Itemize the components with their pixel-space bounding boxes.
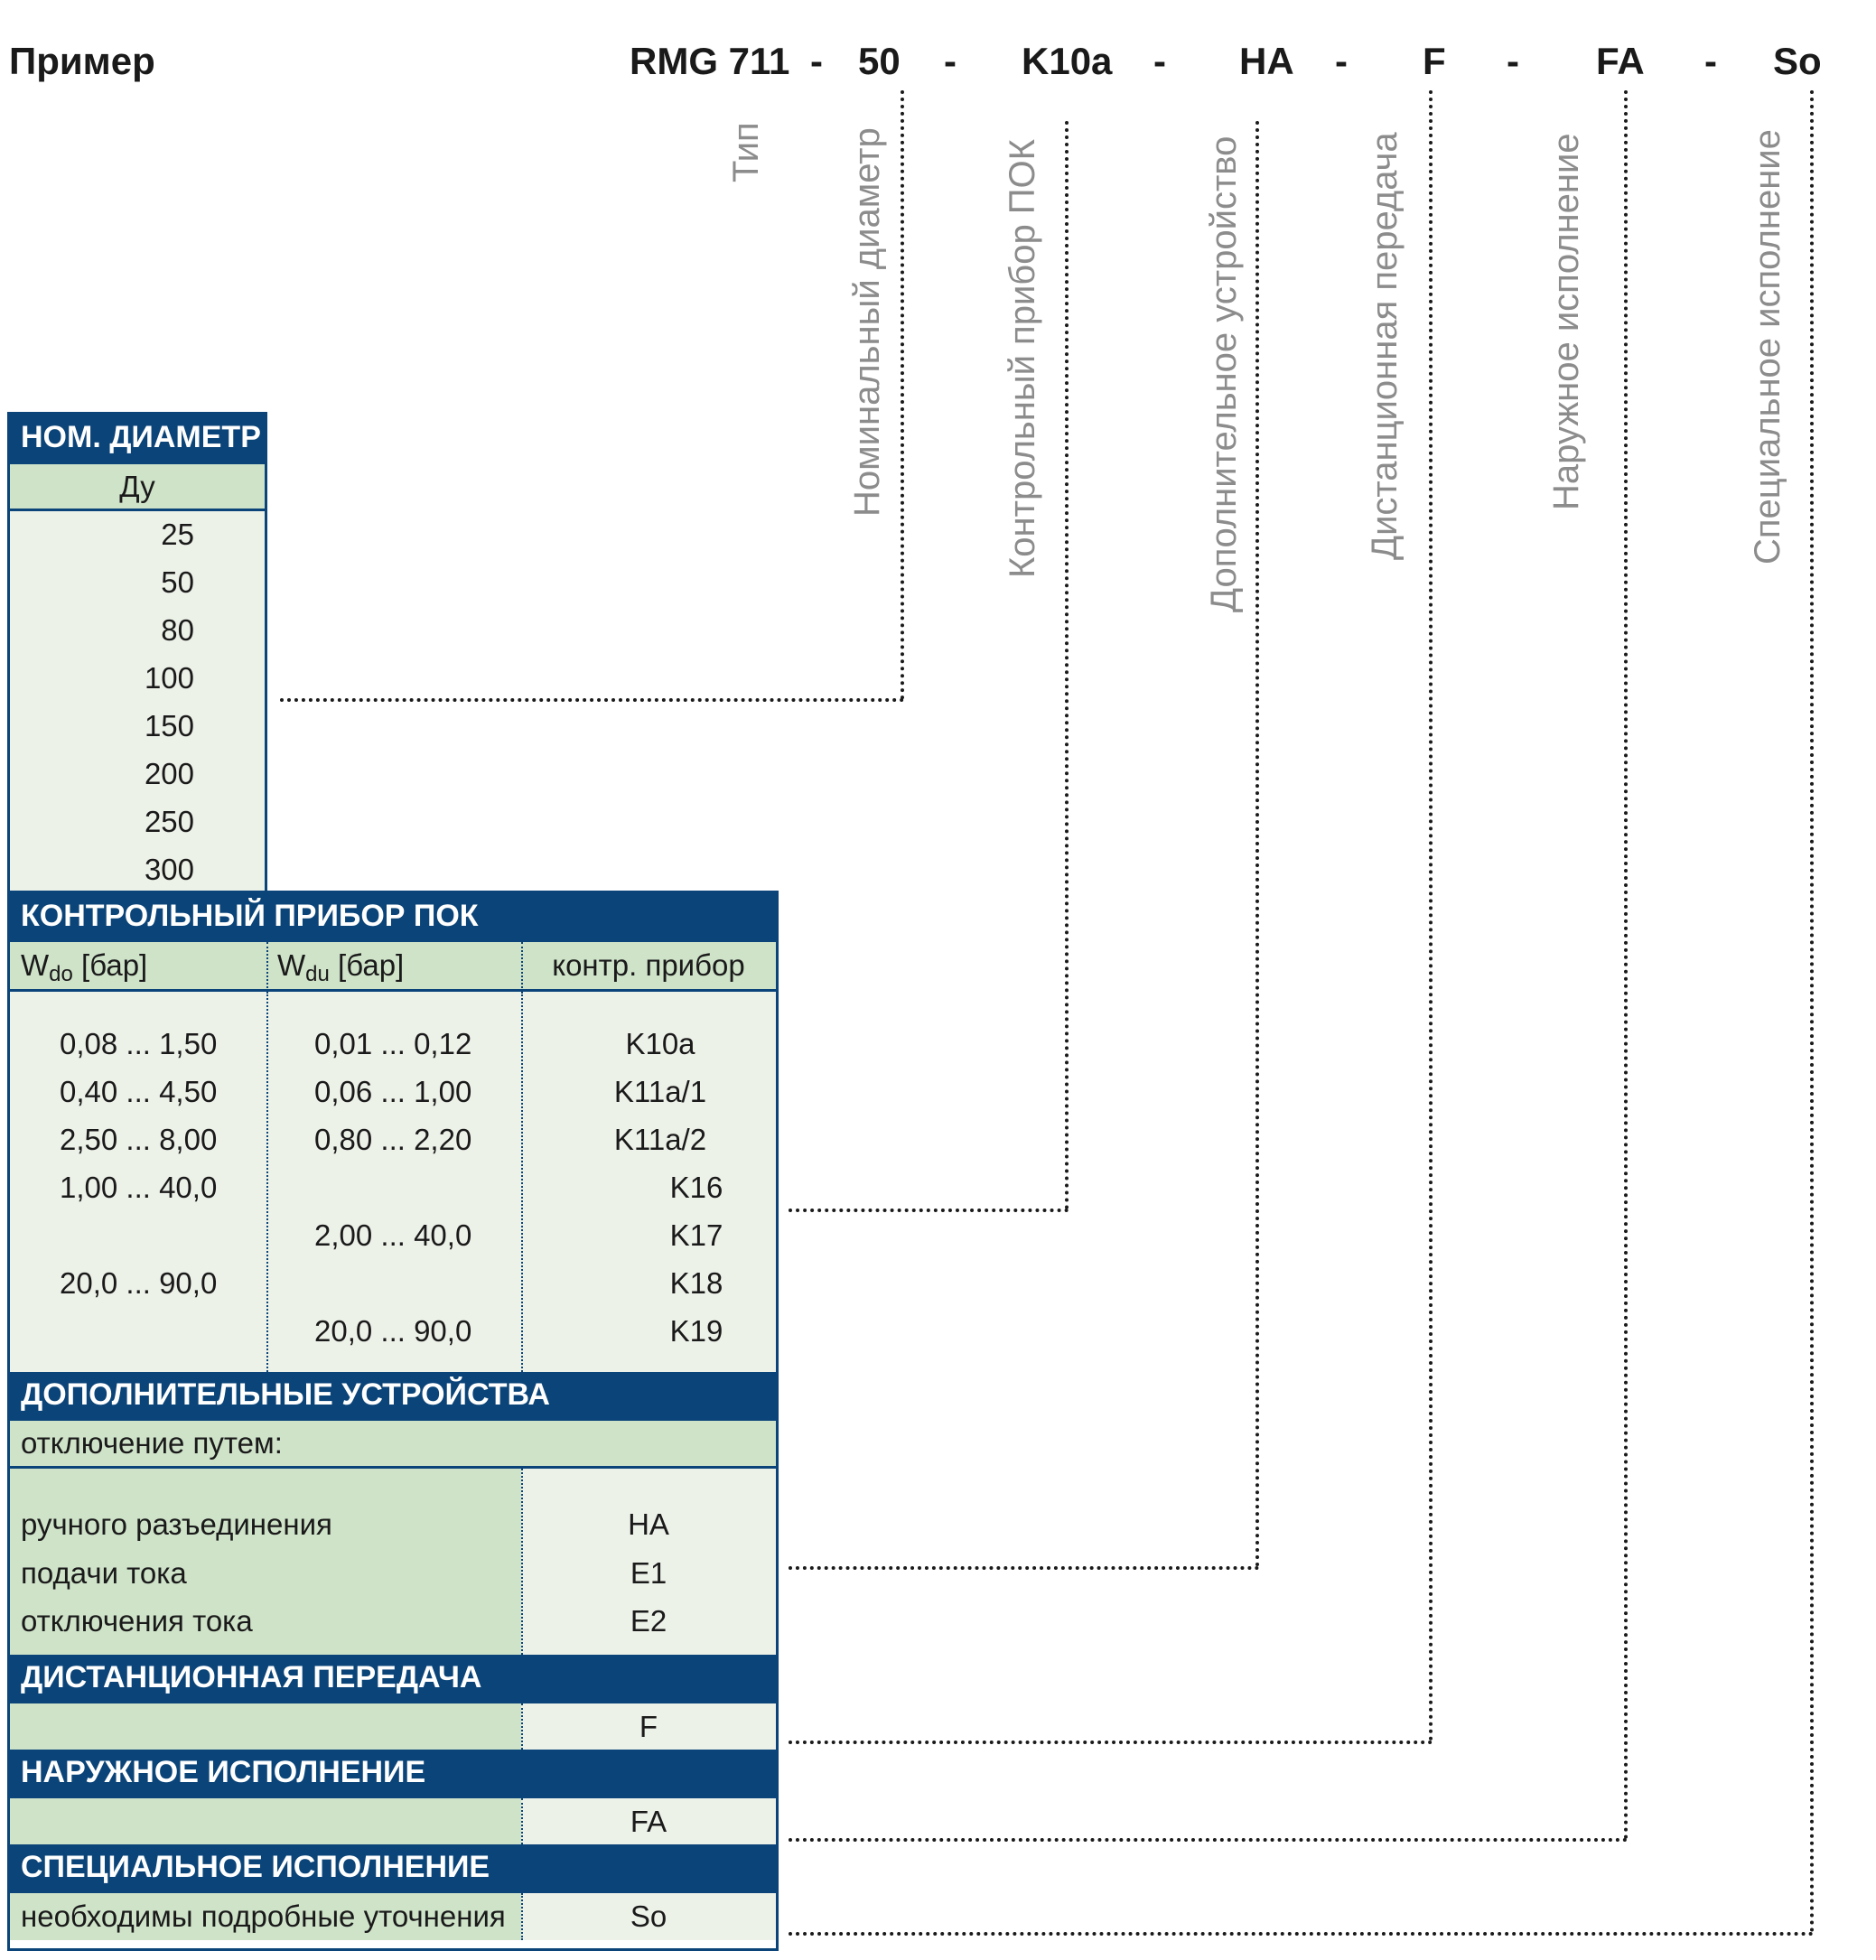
additional-devices-body xyxy=(10,1469,776,1655)
wdo-cell: 20,0 ... 90,0 xyxy=(60,1266,218,1300)
vlabel-outdoor: Наружное исполнение xyxy=(1546,133,1586,510)
additional-label: ручного разъединения xyxy=(21,1507,332,1541)
vlabel-type: Тип xyxy=(726,122,766,182)
vlabel-additional: Дополнительное устройство xyxy=(1204,135,1244,612)
outdoor-version-row xyxy=(10,1798,776,1844)
col-wdu-base: W xyxy=(277,948,306,982)
label-column-bg xyxy=(10,1703,521,1750)
nominal-diameter-table xyxy=(7,412,267,896)
control-device-col-headers xyxy=(10,942,776,992)
remote-transmission-row xyxy=(10,1703,776,1750)
code-sep: - xyxy=(1507,40,1519,82)
code-remote: F xyxy=(1423,40,1446,82)
leader-dn-vertical xyxy=(901,90,904,700)
nominal-diameter-values xyxy=(10,511,265,893)
nominal-diameter-value: 80 xyxy=(161,613,194,647)
control-device-body xyxy=(10,992,776,1372)
nominal-diameter-value: 250 xyxy=(144,805,194,838)
col-wdo-unit: [бар] xyxy=(72,948,148,982)
wdu-cell: 0,06 ... 1,00 xyxy=(314,1075,472,1108)
leader-remote-vertical xyxy=(1429,90,1433,1742)
col-separator xyxy=(266,942,268,992)
col-device-header: контр. прибор xyxy=(552,948,745,982)
col-wdu-header xyxy=(277,942,404,998)
code-sep: - xyxy=(1153,40,1166,82)
vlabel-device: Контрольный прибор ПОК xyxy=(1003,139,1042,578)
leader-special-vertical xyxy=(1810,90,1814,1934)
code-dn: 50 xyxy=(858,40,901,82)
nominal-diameter-value: 150 xyxy=(144,709,194,742)
nominal-diameter-col-header: Ду xyxy=(10,464,265,511)
nominal-diameter-value: 100 xyxy=(144,661,194,695)
code-type: RMG 711 xyxy=(630,40,790,82)
leader-special-horizontal xyxy=(789,1932,1814,1936)
special-version-label: необходимы подробные уточнения xyxy=(21,1899,506,1933)
col-wdo-header xyxy=(21,942,147,998)
additional-code: HA xyxy=(628,1507,669,1541)
leader-device-horizontal xyxy=(789,1209,1069,1212)
device-cell: K11a/2 xyxy=(613,1123,707,1156)
special-version-title: СПЕЦИАЛЬНОЕ ИСПОЛНЕНИЕ xyxy=(10,1844,776,1893)
device-cell: K10a xyxy=(625,1027,695,1060)
nominal-diameter-value: 200 xyxy=(144,757,194,790)
special-version-code: So xyxy=(630,1899,667,1933)
device-cell: K18 xyxy=(669,1266,723,1300)
wdo-cell: 1,00 ... 40,0 xyxy=(60,1171,218,1204)
code-special: So xyxy=(1773,40,1822,82)
leader-outdoor-vertical xyxy=(1624,90,1628,1841)
code-sep: - xyxy=(810,40,823,82)
code-device: K10a xyxy=(1022,40,1113,82)
leader-outdoor-horizontal xyxy=(789,1838,1628,1842)
leader-remote-horizontal xyxy=(789,1741,1433,1744)
remote-transmission-code: F xyxy=(639,1710,658,1743)
outdoor-version-code: FA xyxy=(630,1805,667,1838)
remote-transmission-title: ДИСТАНЦИОННАЯ ПЕРЕДАЧА xyxy=(10,1655,776,1703)
nominal-diameter-value: 300 xyxy=(144,853,194,886)
code-outdoor: FA xyxy=(1596,40,1645,82)
additional-code: E2 xyxy=(630,1604,667,1638)
wdu-cell: 2,00 ... 40,0 xyxy=(314,1218,472,1252)
device-cell: K17 xyxy=(669,1218,723,1252)
col-separator xyxy=(521,942,523,992)
col-wdu-sub: du xyxy=(305,962,330,986)
additional-devices-title: ДОПОЛНИТЕЛЬНЫЕ УСТРОЙСТВА xyxy=(10,1372,776,1421)
special-version-row xyxy=(10,1893,776,1940)
nominal-diameter-value: 25 xyxy=(161,518,194,551)
additional-devices-subtitle: отключение путем: xyxy=(10,1421,776,1469)
leader-additional-horizontal xyxy=(789,1566,1259,1570)
leader-device-vertical xyxy=(1065,121,1069,1210)
device-cell: K11a/1 xyxy=(613,1075,707,1108)
wdo-cell: 0,08 ... 1,50 xyxy=(60,1027,218,1060)
vlabel-special: Специальное исполнение xyxy=(1748,129,1787,565)
code-sep: - xyxy=(944,40,957,82)
control-device-title: КОНТРОЛЬНЫЙ ПРИБОР ПОК xyxy=(10,893,776,942)
vlabel-remote: Дистанционная передача xyxy=(1365,132,1405,560)
wdo-cell: 0,40 ... 4,50 xyxy=(60,1075,218,1108)
col-wdu-unit: [бар] xyxy=(329,948,405,982)
wdu-cell: 0,01 ... 0,12 xyxy=(314,1027,472,1060)
nominal-diameter-value: 50 xyxy=(161,565,194,599)
wdu-cell: 20,0 ... 90,0 xyxy=(314,1314,472,1348)
col-separator xyxy=(521,992,523,1372)
additional-label: отключения тока xyxy=(21,1604,253,1638)
label-column-bg xyxy=(10,1798,521,1844)
col-separator xyxy=(266,992,268,1372)
example-label: Пример xyxy=(9,40,155,82)
device-cell: K19 xyxy=(669,1314,723,1348)
code-sep: - xyxy=(1335,40,1348,82)
col-wdo-base: W xyxy=(21,948,50,982)
options-table xyxy=(7,891,779,1951)
col-wdo-sub: do xyxy=(49,962,73,986)
code-additional: HA xyxy=(1239,40,1294,82)
device-cell: K16 xyxy=(669,1171,723,1204)
additional-label: подачи тока xyxy=(21,1556,187,1590)
wdu-cell: 0,80 ... 2,20 xyxy=(314,1123,472,1156)
wdo-cell: 2,50 ... 8,00 xyxy=(60,1123,218,1156)
code-sep: - xyxy=(1704,40,1717,82)
leader-dn-horizontal xyxy=(280,698,904,702)
nominal-diameter-title: НОМ. ДИАМЕТР xyxy=(10,415,265,464)
additional-code: E1 xyxy=(630,1556,667,1590)
vlabel-dn: Номинальный диаметр xyxy=(847,127,887,517)
leader-additional-vertical xyxy=(1255,121,1259,1568)
outdoor-version-title: НАРУЖНОЕ ИСПОЛНЕНИЕ xyxy=(10,1750,776,1798)
